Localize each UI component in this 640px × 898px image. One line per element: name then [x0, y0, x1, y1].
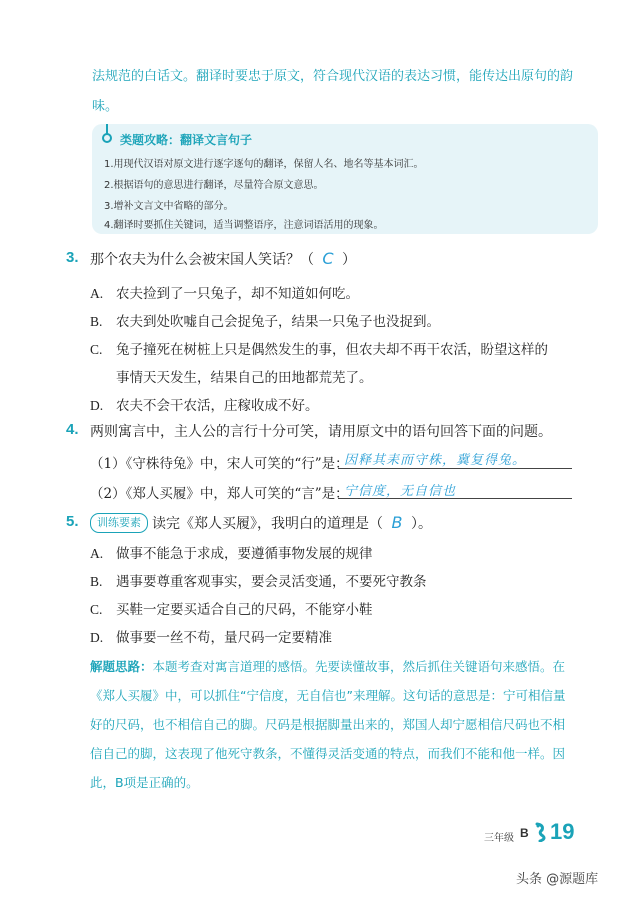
answer-underline-1: [338, 468, 572, 469]
question-4-number: 4.: [66, 421, 79, 438]
option-label: C.: [90, 602, 103, 617]
question-4-sub1-answer: 因释其耒而守株，冀复得兔。: [344, 453, 527, 468]
option-text: 农夫捡到了一只兔子，却不知道如何吃。: [116, 286, 359, 302]
question-5-option-b: [90, 570, 427, 590]
option-text: 兔子撞死在树桩上只是偶然发生的事，但农夫却不再干农活，盼望这样的: [116, 342, 548, 358]
strategy-tip-box: [92, 124, 598, 234]
option-label: D.: [90, 630, 104, 645]
option-text: 做事不能急于求成，要遵循事物发展的规律: [116, 546, 373, 562]
page-number: 19: [550, 819, 575, 844]
answer-underline-2: [338, 498, 572, 499]
analysis-text: 本题考查对寓言道理的感悟。先要读懂故事，然后抓住关键语句来感悟。在《郑人买履》中，可以抓住“宁信度，无自信也”来理解。这句话的意思是：宁可相信量好的尺码，也不相信自己的脚。尺码是根据脚量出来的，郑国人却宁愿相信尺码也不相信自己的脚，这表现了他死守教条，不懂得灵活变通的特点，而我们不能和他一样。因此，B项是正确的。: [90, 659, 566, 790]
tip-item-3: 3.增补文言文中省略的部分。: [104, 201, 234, 212]
intro-paragraph: 法规范的白话文。翻译时要忠于原文，符合现代汉语的表达习惯，能传达出原句的韵味。: [92, 69, 574, 114]
option-label: C.: [90, 342, 103, 357]
analysis-label: 解题思路：: [90, 659, 153, 674]
tip-title: 类题攻略：翻译文言句子: [120, 133, 253, 147]
option-text: 遇事要尊重客观事实，要会灵活变通，不要死守教条: [116, 574, 427, 590]
lightbulb-icon: [102, 133, 112, 143]
tip-item-1: 1.用现代汉语对原文进行逐字逐句的翻译，保留人名、地名等基本词汇。: [104, 159, 424, 170]
option-label: B.: [90, 314, 103, 329]
question-5-option-c: [90, 598, 373, 618]
question-4-sub1-prefix: （1）《守株待兔》中，宋人可笑的“行”是：: [90, 456, 349, 472]
option-label: B.: [90, 574, 103, 589]
footer-edition: B: [520, 826, 529, 840]
question-3-answer: C: [322, 249, 334, 268]
question-3-option-d: [90, 394, 319, 414]
question-4-sub2-answer: 宁信度，无自信也: [344, 484, 457, 499]
question-5-answer: B: [391, 513, 403, 532]
question-3-option-b: [90, 310, 440, 330]
solution-analysis: [90, 652, 576, 797]
question-3-close: ）: [342, 252, 356, 268]
tip-item-4: 4.翻译时要抓住关键词，适当调整语序，注意词语活用的现象。: [104, 220, 384, 231]
question-3-stem: [90, 249, 356, 269]
question-3-option-c-continued: 事情天天发生，结果自己的田地都荒芜了。: [116, 370, 373, 386]
option-label: D.: [90, 398, 104, 413]
question-5-option-a: [90, 542, 373, 562]
training-element-tag: 训练要素: [90, 513, 148, 533]
tip-item-2: 2.根据语句的意思进行翻译，尽量符合原文意思。: [104, 180, 324, 191]
source-watermark: 头条 @源题库: [516, 872, 599, 887]
question-5-number: 5.: [66, 513, 79, 530]
question-3-stem-text: 那个农夫为什么会被宋国人笑话？（: [90, 252, 314, 268]
question-4-sub2-prefix: （2）《郑人买履》中，郑人可笑的“言”是：: [90, 486, 349, 502]
question-3-number: 3.: [66, 249, 79, 266]
book-logo-icon: [534, 822, 548, 842]
option-label: A.: [90, 286, 104, 301]
option-text: 农夫到处吹嘘自己会捉兔子，结果一只兔子也没捉到。: [116, 314, 440, 330]
question-4-stem: 两则寓言中，主人公的言行十分可笑，请用原文中的语句回答下面的问题。: [90, 424, 552, 440]
question-5-stem-text: 读完《郑人买履》，我明白的道理是（: [152, 516, 383, 532]
option-text: 买鞋一定要买适合自己的尺码，不能穿小鞋: [116, 602, 373, 618]
option-text: 农夫不会干农活，庄稼收成不好。: [116, 398, 319, 414]
question-5-stem: [152, 513, 432, 533]
question-5-close: ）。: [411, 516, 432, 532]
option-text: 做事要一丝不苟，量尺码一定要精准: [116, 630, 332, 646]
footer-grade: 三年级: [484, 833, 514, 844]
question-3-option-a: [90, 282, 359, 302]
question-5-option-d: [90, 626, 332, 646]
question-3-option-c: [90, 338, 548, 358]
option-label: A.: [90, 546, 104, 561]
